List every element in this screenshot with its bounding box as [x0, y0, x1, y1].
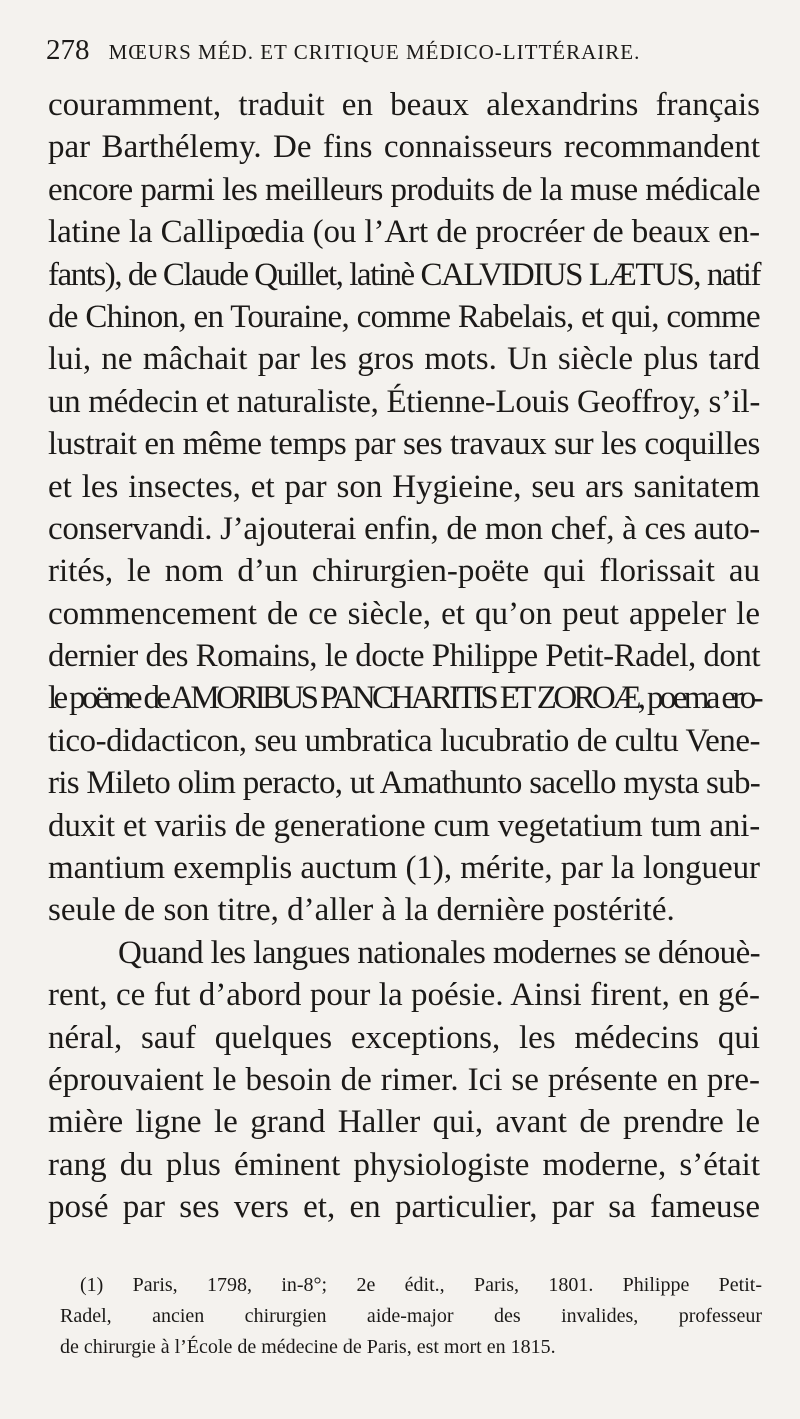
text-line: ris Mileto olim peracto, ut Amathunto sacello mysta sub- [48, 765, 760, 802]
text-line: de Chinon, en Touraine, comme Rabelais, et qui, comme [48, 298, 760, 335]
text-line: mantium exemplis auctum (1), mérite, par la longueur [48, 850, 760, 887]
text-line: fants), de Claude Quillet, latinè CALVIDIUS LÆTUS, natif [48, 256, 760, 293]
text-line: Quand les langues nationales modernes se dénouè- [118, 934, 760, 971]
text-line: le poëme de AMORIBUS PANCHARITIS ET ZOROÆ, poema ero- [48, 680, 760, 717]
text-line: rent, ce fut d’abord pour la poésie. Ainsi firent, en gé- [48, 977, 760, 1014]
body-text [48, 84, 760, 1229]
text-line: tico-didacticon, seu umbratica lucubratio de cultu Vene- [48, 722, 760, 759]
running-title: MŒURS MÉD. ET CRITIQUE MÉDICO-LITTÉRAIRE. [108, 40, 641, 64]
page-header [46, 34, 766, 74]
text-line: lustrait en même temps par ses travaux sur les coquilles [48, 426, 760, 463]
text-line: et les insectes, et par son Hygieine, seu ars sanitatem [48, 468, 760, 505]
text-line: lui, ne mâchait par les gros mots. Un siècle plus tard [48, 341, 760, 378]
text-line: rang du plus éminent physiologiste moderne, s’était [48, 1146, 760, 1183]
text-line: duxit et variis de generatione cum vegetatium tum ani- [48, 807, 760, 844]
text-line: néral, sauf quelques exceptions, les médecins qui [48, 1019, 760, 1056]
text-line: posé par ses vers et, en particulier, par sa fameuse [48, 1189, 760, 1226]
footnote-line: de chirurgie à l’École de médecine de Paris, est mort en 1815. [60, 1336, 556, 1358]
footnotes [60, 1270, 762, 1363]
text-line: un médecin et naturaliste, Étienne-Louis Geoffroy, s’il- [48, 383, 760, 420]
text-line: couramment, traduit en beaux alexandrins français [48, 87, 760, 123]
text-line: seule de son titre, d’aller à la dernière postérité. [48, 892, 675, 929]
text-line: rités, le nom d’un chirurgien-poëte qui florissait au [48, 553, 760, 590]
text-line: conservandi. J’ajouterai enfin, de mon chef, à ces auto- [48, 510, 760, 547]
text-line: latine la Callipœdia (ou l’Art de procréer de beaux en- [48, 214, 760, 251]
text-line: mière ligne le grand Haller qui, avant de prendre le [48, 1104, 760, 1141]
text-line: par Barthélemy. De fins connaisseurs recommandent [48, 129, 760, 166]
text-line: encore parmi les meilleurs produits de la muse médicale [48, 171, 760, 208]
text-line: dernier des Romains, le docte Philippe Petit-Radel, dont [48, 638, 760, 675]
footnote-line: Radel, ancien chirurgien aide-major des invalides, professeur [60, 1305, 762, 1327]
text-line: éprouvaient le besoin de rimer. Ici se présente en pre- [48, 1061, 760, 1098]
page-number: 278 [46, 34, 90, 66]
footnote-line: (1) Paris, 1798, in-8°; 2e édit., Paris, 1801. Philippe Petit- [80, 1274, 762, 1296]
text-line: commencement de ce siècle, et qu’on peut appeler le [48, 595, 760, 632]
